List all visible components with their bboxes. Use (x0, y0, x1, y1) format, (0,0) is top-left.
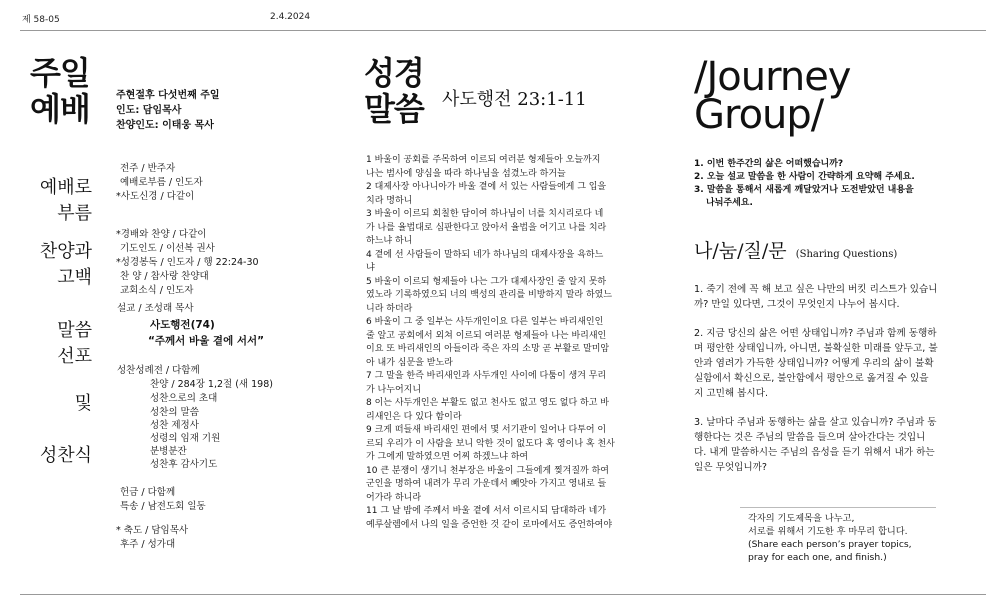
praise-leader: 찬양인도: 이태웅 목사 (116, 120, 214, 131)
verse-line: 냐 (366, 263, 375, 273)
verse-line: 가 나를 율법대로 심판한다고 앉아서 율법을 어기고 나를 치라 (366, 222, 607, 233)
verse-line: 11 그 날 밤에 주께서 바울 곁에 서서 이르시되 담대하라 네가 (366, 506, 607, 516)
order-item: 교회소식 / 인도자 (120, 285, 194, 296)
worship-title-1: 주일 (30, 54, 90, 92)
verse-line: 군인을 명하여 내려가 무리 가운데서 빼앗아 가지고 영내로 들 (366, 479, 607, 489)
issue-number: 제 58-05 (22, 15, 60, 25)
order-item: 성령의 임재 기원 (150, 433, 221, 444)
order-item: 헌금 / 다함께 (120, 487, 176, 498)
journey-title-2: Group/ (694, 92, 824, 138)
section-and: 및 (74, 393, 92, 414)
verse-line: 니라 하더라 (366, 303, 413, 314)
order-item: 기도인도 / 이선복 권사 (120, 243, 215, 254)
order-item: 성찬성례전 / 다함께 (117, 365, 200, 376)
journey-question: 1. 이번 한주간의 삶은 어떠했습니까? (694, 159, 844, 169)
order-item: 분병분잔 (150, 446, 187, 457)
verse-line: 3 바울이 이르되 회칠한 담이여 하나님이 너를 치시리로다 네 (366, 209, 604, 219)
sharing-subtitle: (Sharing Questions) (795, 249, 898, 260)
journey-questions (694, 158, 915, 210)
journey-question: 2. 오늘 설교 말씀을 한 사람이 간략하게 요약해 주세요. (694, 172, 915, 182)
order-item: *사도신경 / 다같이 (116, 191, 195, 202)
verse-line: 줄 알고 공회에서 외쳐 이르되 여러분 형제들아 나는 바리새인 (366, 330, 607, 341)
worship-leader: 인도: 담임목사 (116, 105, 182, 116)
order-item: 전주 / 반주자 (120, 163, 176, 174)
bottom-divider (20, 594, 986, 595)
verse-line: 가 나누어지니 (366, 384, 422, 395)
section-communion: 성찬식 (39, 445, 92, 466)
worship-title-2: 예배 (30, 90, 90, 128)
order-item: 성찬으로의 초대 (150, 393, 218, 404)
verse-line: 치라 명하니 (366, 195, 413, 206)
order-item: * 축도 / 담임목사 (116, 525, 189, 536)
verse-line: 가 그에게 말하였으면 어찌 하겠느냐 하여 (366, 452, 529, 462)
verse-line: 4 곁에 선 사람들이 말하되 네가 하나님의 대제사장을 욕하느 (366, 249, 604, 260)
verse-line: 1 바울이 공회를 주목하여 이르되 여러분 형제들아 오늘까지 (366, 155, 601, 165)
sermon-book: 사도행전(74) (150, 319, 215, 331)
verse-line: 예루살렘에서 나의 일을 증언한 것 같이 로마에서도 증언하여야 (366, 519, 613, 530)
worship-subtitle (116, 88, 220, 133)
order-item: 성찬의 말씀 (150, 407, 199, 418)
prayer-instruction: 각자의 기도제목을 나누고, 서로를 위해서 기도한 후 마무리 합니다. (Share each person’s prayer topics, pray for each one, and finish.) (748, 513, 912, 563)
order-item: 성찬 제정사 (150, 420, 199, 431)
order-item: 예배로부름 / 인도자 (120, 177, 203, 188)
sharing-questions (694, 282, 974, 489)
order-item: 찬양 / 284장 1,2절 (새 198) (150, 379, 273, 390)
verse-line: 리새인은 다 있다 함이라 (366, 411, 462, 422)
section-praise-confession: 찬양과 고백 (39, 241, 92, 288)
order-item: 찬 양 / 참사랑 찬양대 (120, 271, 209, 282)
verse-line: 9 크게 떠들새 바리새인 편에서 몇 서기관이 일어나 다투어 이 (366, 425, 607, 435)
order-item: 후주 / 성가대 (120, 539, 176, 550)
bulletin-date: 2.4.2024 (270, 12, 311, 22)
verse-line: 6 바울이 그 중 일부는 사두개인이요 다른 일부는 바리새인인 (366, 317, 604, 327)
section-call-to-worship: 예배로 부름 (39, 177, 92, 224)
section-word-proclamation: 말씀 선포 (57, 320, 92, 367)
sharing-question-1: 1. 죽기 전에 꼭 해 보고 싶은 나만의 버킷 리스트가 있습니 까? 만일 있다면, 그것이 무엇인지 나누어 봅시다. (694, 284, 938, 310)
sharing-title: 나/눔/질/문 (694, 240, 787, 262)
scripture-title-1: 성경 (364, 54, 424, 92)
sermon-title: “주께서 바울 곁에 서서” (148, 335, 265, 347)
liturgical-day: 주현절후 다섯번째 주일 (116, 90, 220, 101)
verse-line: 하느냐 하니 (366, 236, 413, 246)
prayer-divider (740, 507, 936, 508)
journey-question: 3. 말씀을 통해서 새롭게 깨달았거나 도전받았던 내용을 (694, 185, 914, 195)
scripture-title-2: 말씀 (364, 90, 424, 128)
verse-line: 8 이는 사두개인은 부활도 없고 천사도 없고 영도 없다 하고 바 (366, 398, 609, 408)
journey-question: 나눠주세요. (706, 198, 753, 208)
order-item: 설교 / 조성래 목사 (117, 303, 194, 314)
verse-line: 10 큰 분쟁이 생기니 천부장은 바울이 그들에게 찢겨질까 하여 (366, 465, 609, 476)
verse-line: 2 대제사장 아나니아가 바울 곁에 서 있는 사람들에게 그 입을 (366, 182, 607, 192)
verse-line: 르되 우리가 이 사람을 보니 악한 것이 없도다 혹 영이나 혹 천사 (366, 438, 615, 449)
scripture-reference: 사도행전 23:1-11 (442, 89, 587, 110)
verse-line: 였노라 기록하였으되 너의 백성의 관리를 비방하지 말라 하였느 (366, 290, 613, 300)
top-divider (20, 30, 986, 31)
sharing-header (694, 236, 897, 263)
verse-line: 어가라 하니라 (366, 492, 422, 503)
scripture-text (366, 154, 642, 532)
verse-line: 나는 범사에 양심을 따라 하나님을 섬겼노라 하거늘 (366, 168, 566, 179)
order-item: 특송 / 남전도회 일동 (120, 501, 206, 512)
verse-line: 5 바울이 이르되 형제들아 나는 그가 대제사장인 줄 알지 못하 (366, 276, 607, 287)
sharing-question-3: 3. 날마다 주님과 동행하는 삶을 살고 있습니까? 주님과 동 행한다는 것은 주님의 말씀을 들으며 살아간다는 것입니 다. 내게 말씀하시는 주님의 음성을 듣기 위해서 내가 하는 일은 무엇입니까? (694, 417, 937, 473)
sharing-question-2: 2. 지금 당신의 삶은 어떤 상태입니까? 주님과 함께 동행하 며 평안한 상태입니까, 아니면, 불확실한 미래를 앞두고, 불 안과 염려가 가득한 상태입니까? 어떻게 우리의 삶이 불확 실함에서 확신으로, 불안함에서 평안으로 옮겨질 수 있을 지 고민해 봅시다. (694, 328, 938, 399)
order-item: *경배와 찬양 / 다같이 (116, 229, 207, 240)
order-item: 성찬후 감사기도 (150, 459, 218, 470)
order-item: *성경봉독 / 인도자 / 행 22:24-30 (116, 257, 259, 268)
verse-line: 이요 또 바리새인의 아들이라 죽은 자의 소망 곧 부활로 말미암 (366, 344, 610, 354)
journey-title-1: /Journey (694, 54, 851, 100)
verse-line: 7 그 말을 한즉 바리새인과 사두개인 사이에 다툼이 생겨 무리 (366, 371, 607, 381)
verse-line: 아 내가 심문을 받노라 (366, 357, 453, 368)
